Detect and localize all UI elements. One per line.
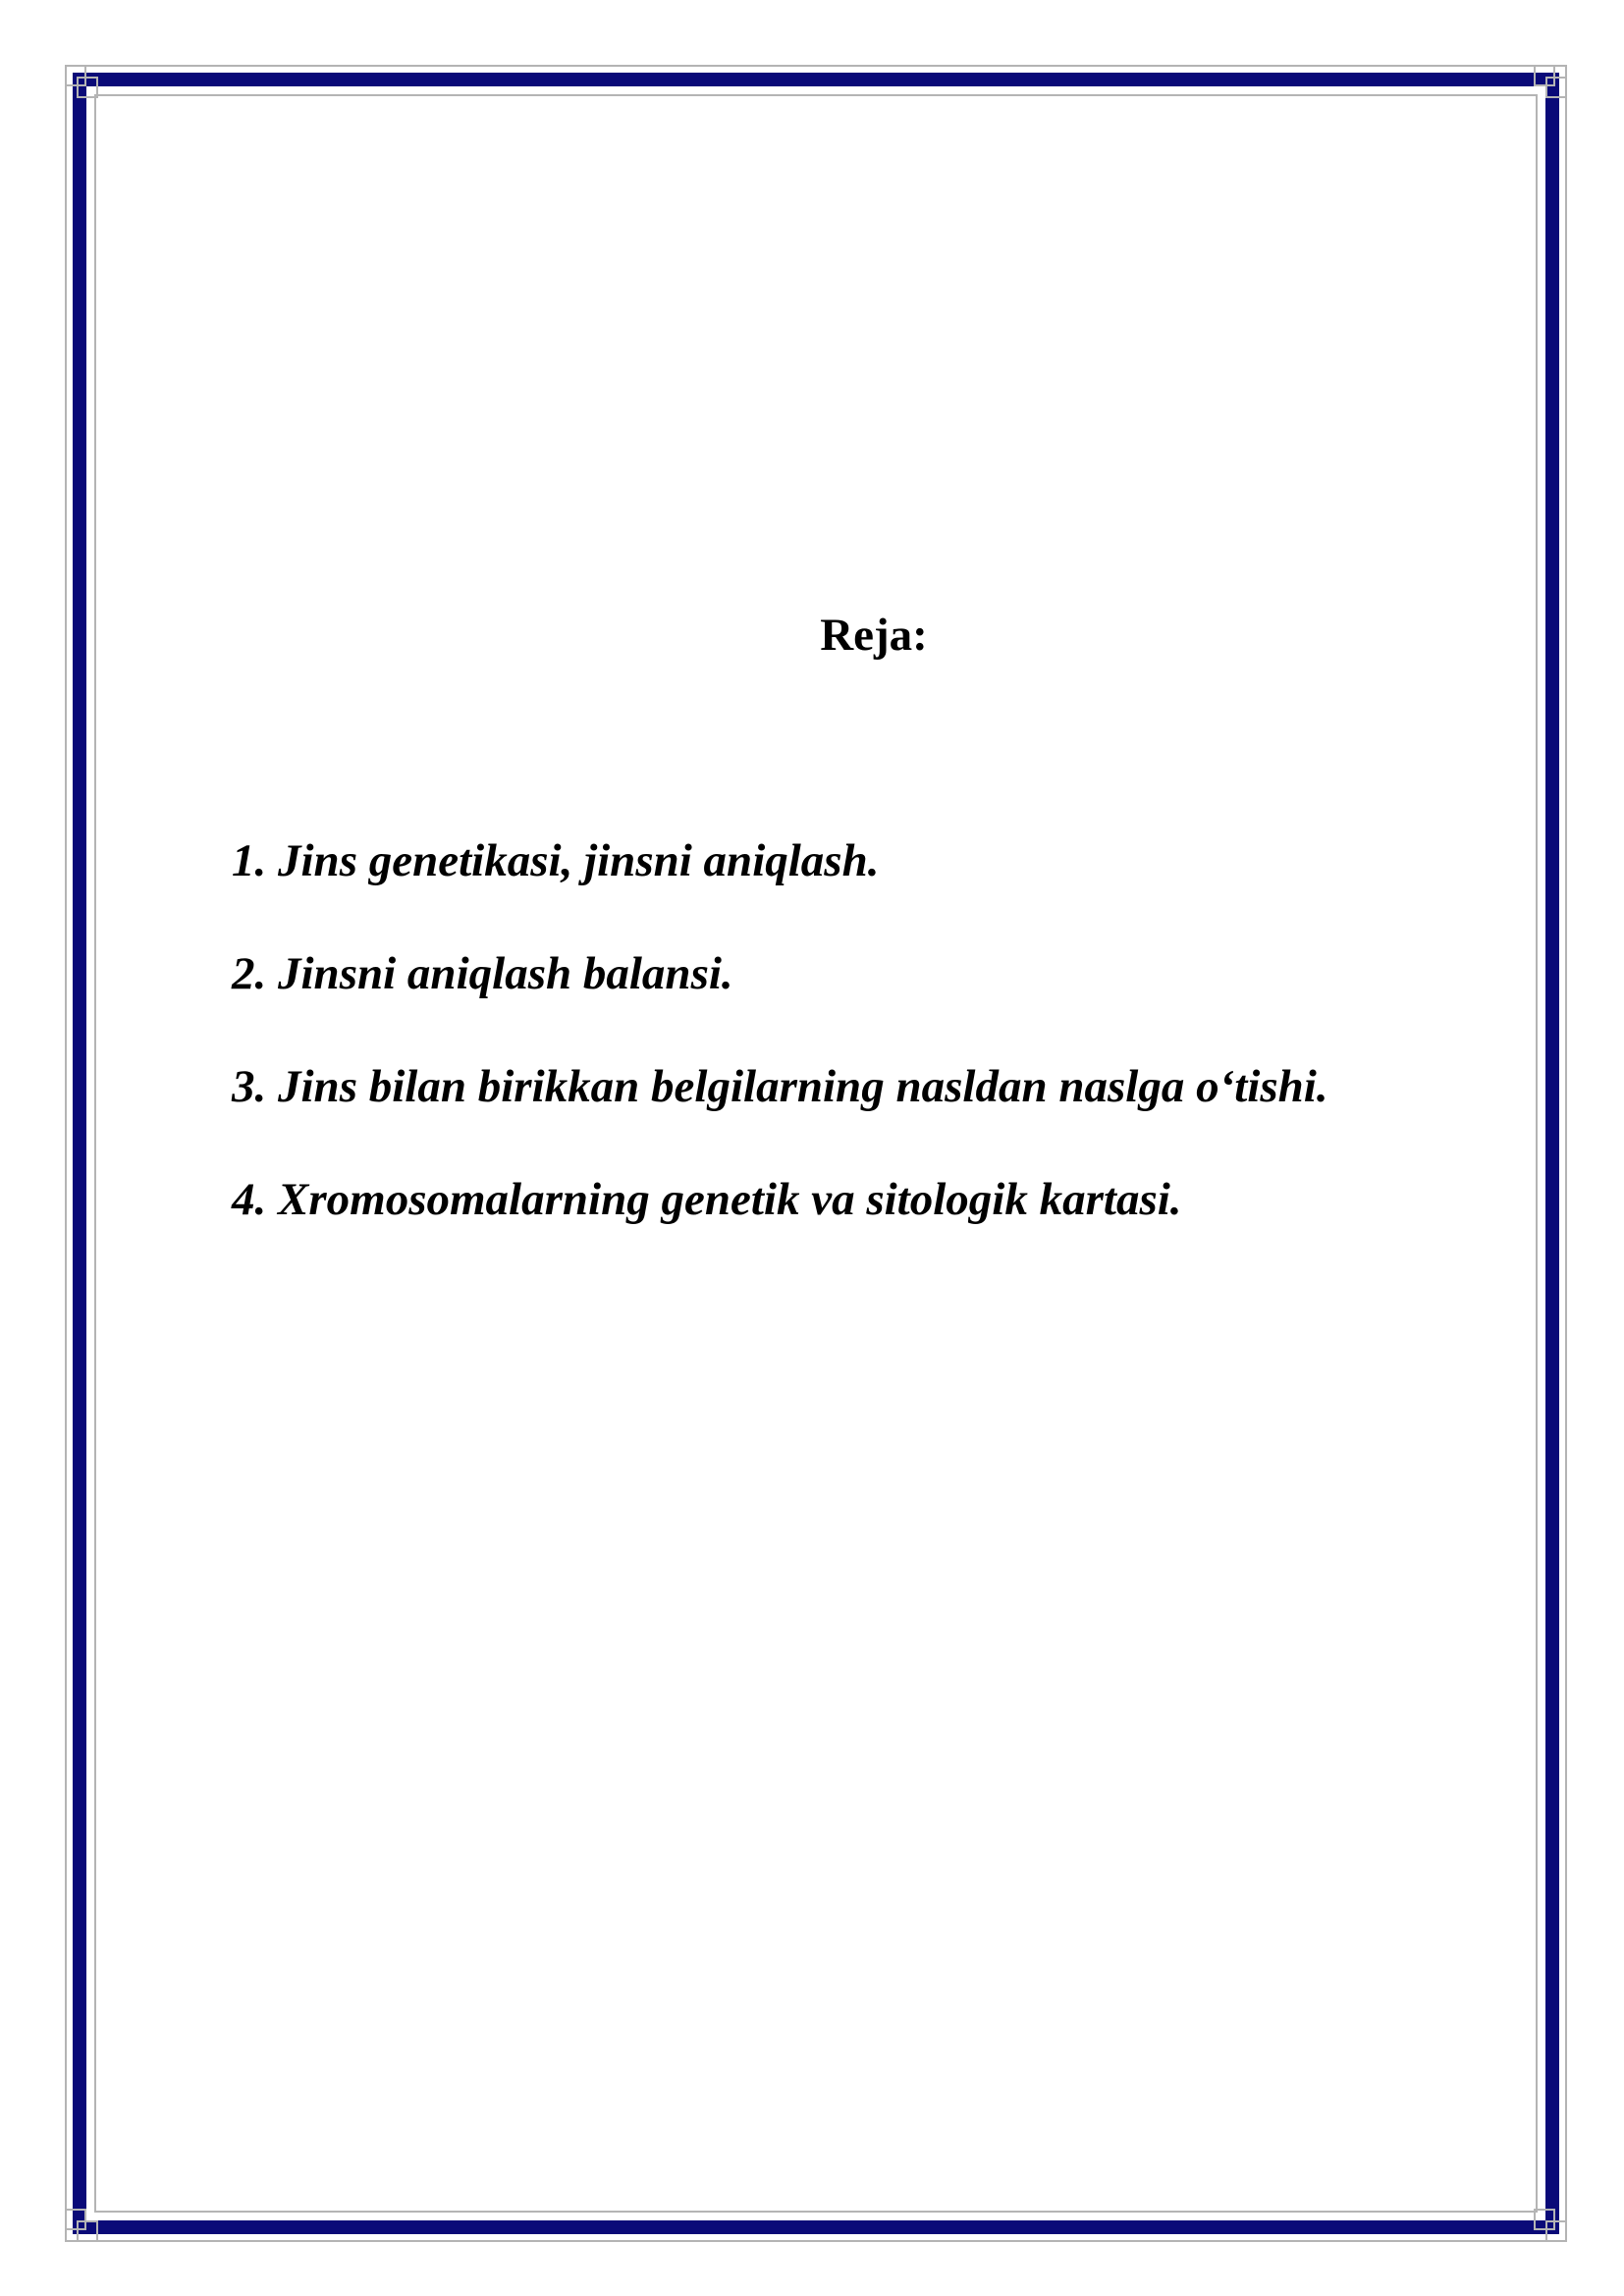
corner-ornament-bottom-right [1534,2209,1567,2242]
corner-ornament-top-right [1534,65,1567,98]
corner-ornament-bottom-left [65,2209,98,2242]
corner-ornament-top-left [65,65,98,98]
plan-item-4: 4. Xromosomalarning genetik va sitologik kartasi. [232,1174,1182,1225]
plan-list [232,834,1508,1286]
page-title: Reja: [820,610,928,661]
plan-item-1: 1. Jins genetikasi, jinsni aniqlash. [232,835,880,886]
plan-item-3: 3. Jins bilan birikkan belgilarning nasldan naslga o‘tishi. [232,1061,1328,1112]
plan-item-2: 2. Jinsni aniqlash balansi. [232,948,733,999]
